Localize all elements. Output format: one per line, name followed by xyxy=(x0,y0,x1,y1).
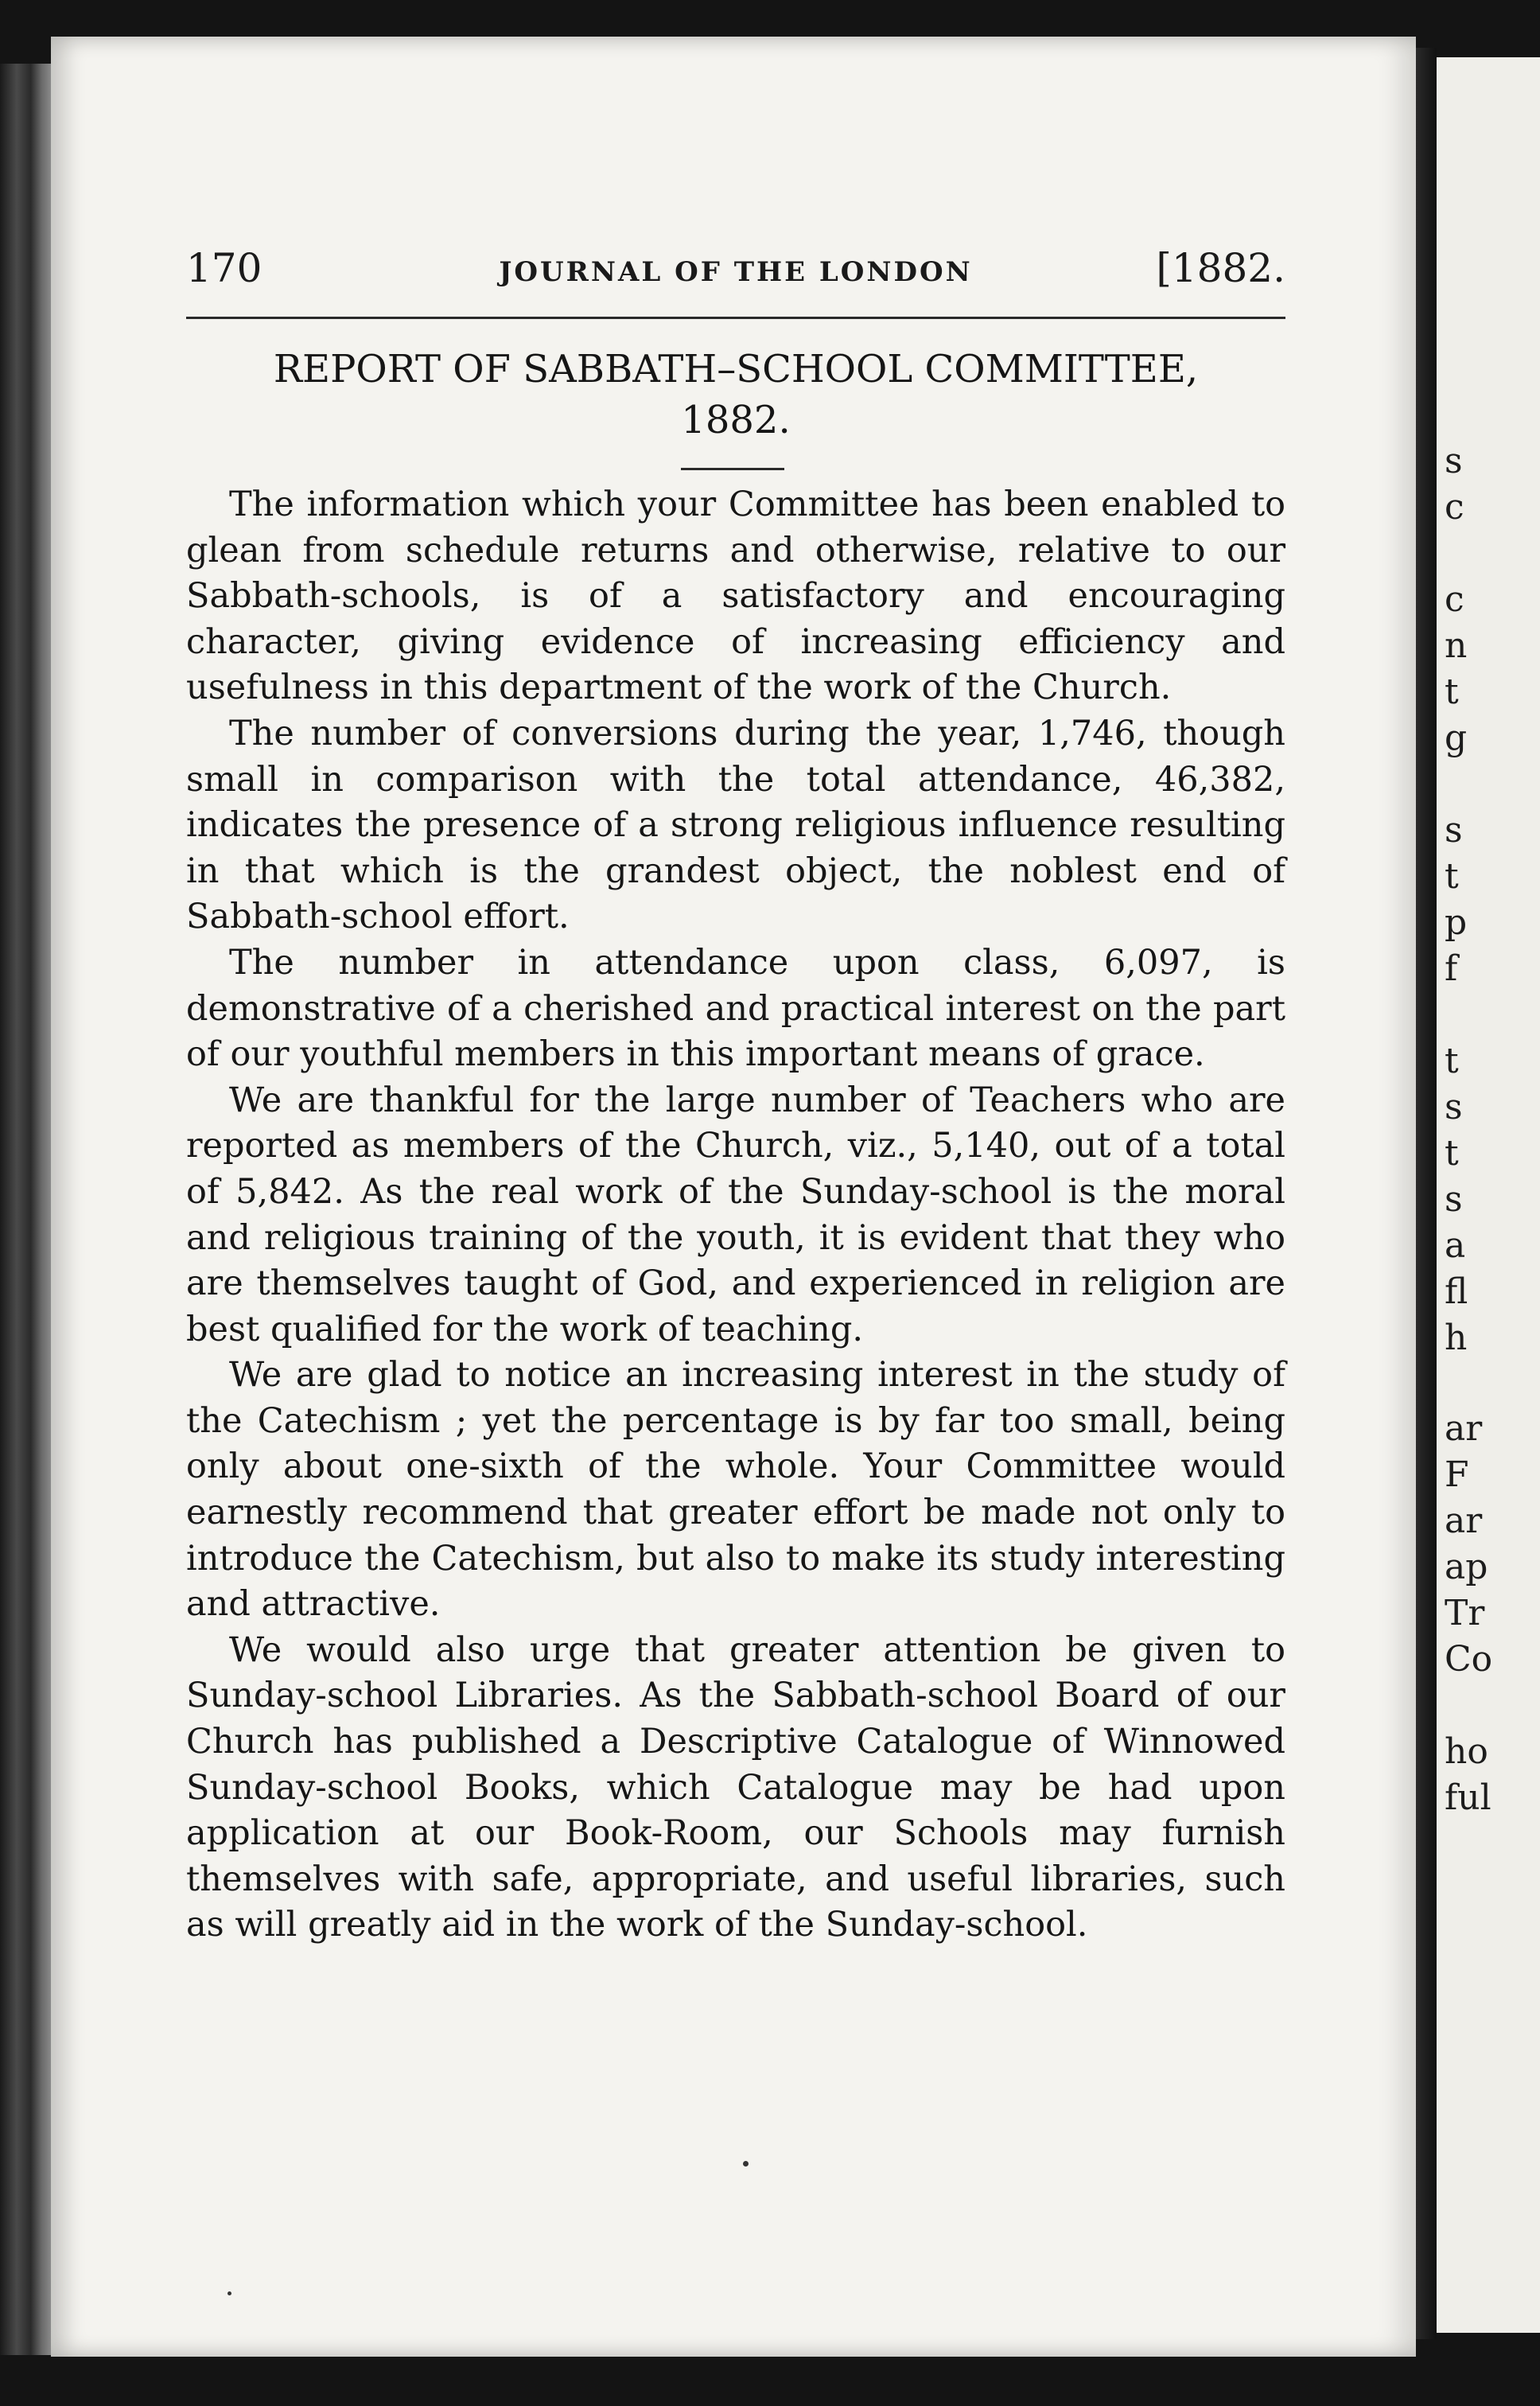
page-number: 170 xyxy=(186,245,262,291)
paragraph: The number in attendance upon class, 6,097, is demonstrative of a cherished and practical interest on the part of our youthful members in this important means of grace. xyxy=(186,942,1285,1075)
facing-page-fragment: ap xyxy=(1445,1547,1488,1587)
paragraph: The number of conversions during the year, 1,746, though small in comparison with the total attendance, 46,382, indicates the presence of a strong religious influence resulting in that which is the grandest object, the noblest end of Sabbath-school effort. xyxy=(186,713,1285,937)
facing-page-fragment: c xyxy=(1445,487,1464,528)
facing-page-fragment: g xyxy=(1445,718,1468,758)
facing-page-fragment: ar xyxy=(1445,1408,1483,1449)
book-binding-edge xyxy=(0,64,56,2355)
facing-page-fragment: t xyxy=(1445,1133,1459,1174)
header-rule xyxy=(186,317,1285,319)
facing-page-fragment: t xyxy=(1445,672,1459,712)
ink-speck xyxy=(743,2161,749,2167)
facing-page-fragment: s xyxy=(1445,1179,1463,1220)
title-rule xyxy=(681,468,784,470)
facing-page-fragment: h xyxy=(1445,1318,1468,1358)
facing-page-fragment: p xyxy=(1445,902,1468,943)
facing-page-edge xyxy=(1437,57,1540,2333)
facing-page-fragment: ho xyxy=(1445,1731,1488,1772)
facing-page-fragment: t xyxy=(1445,1041,1459,1081)
facing-page-fragment: f xyxy=(1445,948,1458,989)
paragraph: The information which your Committee has been enabled to glean from schedule returns and otherwise, relative to our Sabbath-schools, is of a satisfactory and encouraging character, giving evidence of increasing efficiency and usefulness in this department of the work of the Church. xyxy=(186,485,1285,708)
facing-page-fragment: Tr xyxy=(1445,1593,1485,1633)
facing-page-fragment: s xyxy=(1445,810,1463,851)
facing-page-fragment: Co xyxy=(1445,1639,1493,1680)
header-year: [1882. xyxy=(1156,245,1285,291)
facing-page-fragment: s xyxy=(1445,441,1463,481)
ink-speck xyxy=(228,2291,231,2295)
report-title-line: REPORT OF SABBATH–SCHOOL COMMITTEE, xyxy=(273,347,1199,391)
running-head-title: JOURNAL OF THE LONDON xyxy=(499,256,973,288)
paragraph: We are glad to notice an increasing interest in the study of the Catechism ; yet the percentage is by far too small, being only about one-sixth of the whole. Your Committee would earnestly recommend that greater effort be made not only to introduce the Catechism, but also to make its study interesting and attractive. xyxy=(186,1355,1285,1625)
facing-page-fragment: n xyxy=(1445,625,1468,666)
paragraph: We are thankful for the large number of Teachers who are reported as members of the Church, viz., 5,140, out of a total of 5,842. As the real work of the Sunday-school is the moral and religious training of the youth, it is evident that they who are themselves taught of God, and experienced in religion are best qualified for the work of teaching. xyxy=(186,1080,1285,1349)
page-gutter xyxy=(1416,48,1437,2339)
facing-page-fragment: t xyxy=(1445,856,1459,897)
report-year: 1882. xyxy=(681,398,791,442)
facing-page-fragment: ar xyxy=(1445,1501,1483,1541)
facing-page-fragment: a xyxy=(1445,1225,1466,1266)
facing-page-fragment: ful xyxy=(1445,1777,1491,1818)
paragraph: We would also urge that greater attention be given to Sunday-school Libraries. As the Sabbath-school Board of our Church has published a Descriptive Catalogue of Winnowed Sunday-school Books, which Catalogue may be had upon application at our Book-Room, our Schools may furnish themselves with safe, appropriate, and useful libraries, such as will greatly aid in the work of the Sunday-school. xyxy=(186,1629,1285,1945)
running-header xyxy=(186,239,1285,302)
report-body xyxy=(186,482,1285,1949)
facing-page-fragment: c xyxy=(1445,579,1464,620)
facing-page-fragment: fl xyxy=(1445,1271,1468,1312)
report-title xyxy=(186,344,1285,446)
facing-page-fragment: F xyxy=(1445,1454,1469,1495)
facing-page-fragment: s xyxy=(1445,1087,1463,1127)
